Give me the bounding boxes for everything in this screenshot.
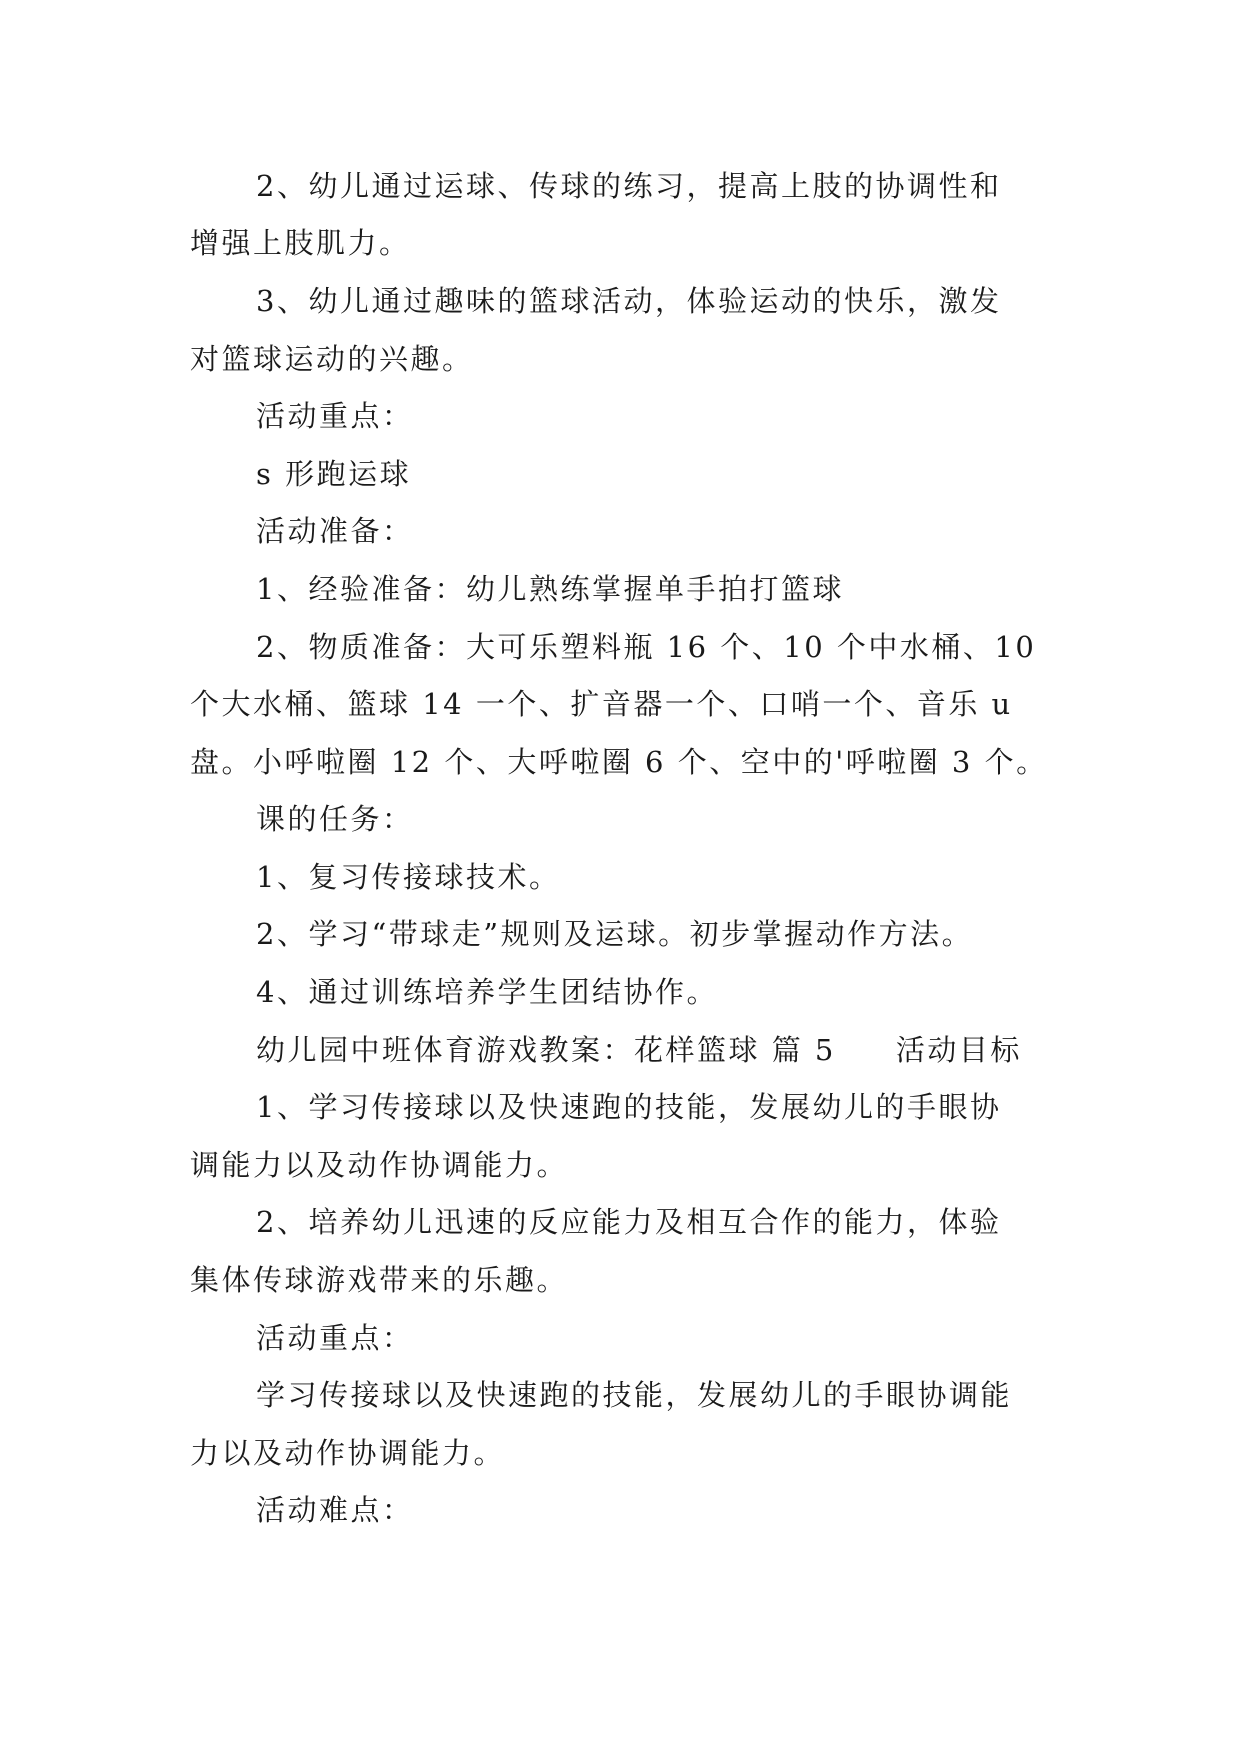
paragraph-line: 个大水桶、篮球 14 一个、扩音器一个、口哨一个、音乐 u xyxy=(190,687,1013,721)
paragraph-line: 2、幼儿通过运球、传球的练习，提高上肢的协调性和 xyxy=(256,169,1002,203)
section-heading: 活动准备： xyxy=(256,514,414,548)
article-title: 幼儿园中班体育游戏教案：花样篮球 篇 5 xyxy=(256,1033,836,1067)
paragraph-line: 1、经验准备：幼儿熟练掌握单手拍打篮球 xyxy=(256,572,844,606)
article-title-line xyxy=(0,1030,1241,1070)
paragraph-line: 2、培养幼儿迅速的反应能力及相互合作的能力，体验 xyxy=(256,1205,1002,1239)
paragraph-line: 对篮球运动的兴趣。 xyxy=(190,342,474,376)
paragraph-line: s 形跑运球 xyxy=(256,457,412,491)
paragraph-line: 盘。小呼啦圈 12 个、大呼啦圈 6 个、空中的'呼啦圈 3 个。 xyxy=(190,745,1048,779)
section-heading: 活动重点： xyxy=(256,1321,414,1355)
paragraph-line: 1、学习传接球以及快速跑的技能，发展幼儿的手眼协 xyxy=(256,1090,1002,1124)
section-heading: 活动重点： xyxy=(256,399,414,433)
paragraph-line: 2、物质准备：大可乐塑料瓶 16 个、10 个中水桶、10 xyxy=(256,630,1037,664)
paragraph-line: 增强上肢肌力。 xyxy=(190,226,411,260)
paragraph-line: 3、幼儿通过趣味的篮球活动，体验运动的快乐，激发 xyxy=(256,284,1002,318)
paragraph-line: 1、复习传接球技术。 xyxy=(256,860,561,894)
paragraph-line: 学习传接球以及快速跑的技能，发展幼儿的手眼协调能 xyxy=(256,1378,1013,1412)
paragraph-line: 4、通过训练培养学生团结协作。 xyxy=(256,975,718,1009)
paragraph-line: 力以及动作协调能力。 xyxy=(190,1436,506,1470)
section-heading: 活动目标 xyxy=(895,1033,1022,1067)
paragraph-line: 2、学习“带球走”规则及运球。初步掌握动作方法。 xyxy=(256,917,974,951)
paragraph-line: 集体传球游戏带来的乐趣。 xyxy=(190,1263,569,1297)
section-heading: 活动难点： xyxy=(256,1493,414,1527)
section-heading: 课的任务： xyxy=(256,802,414,836)
paragraph-line: 调能力以及动作协调能力。 xyxy=(190,1148,569,1182)
